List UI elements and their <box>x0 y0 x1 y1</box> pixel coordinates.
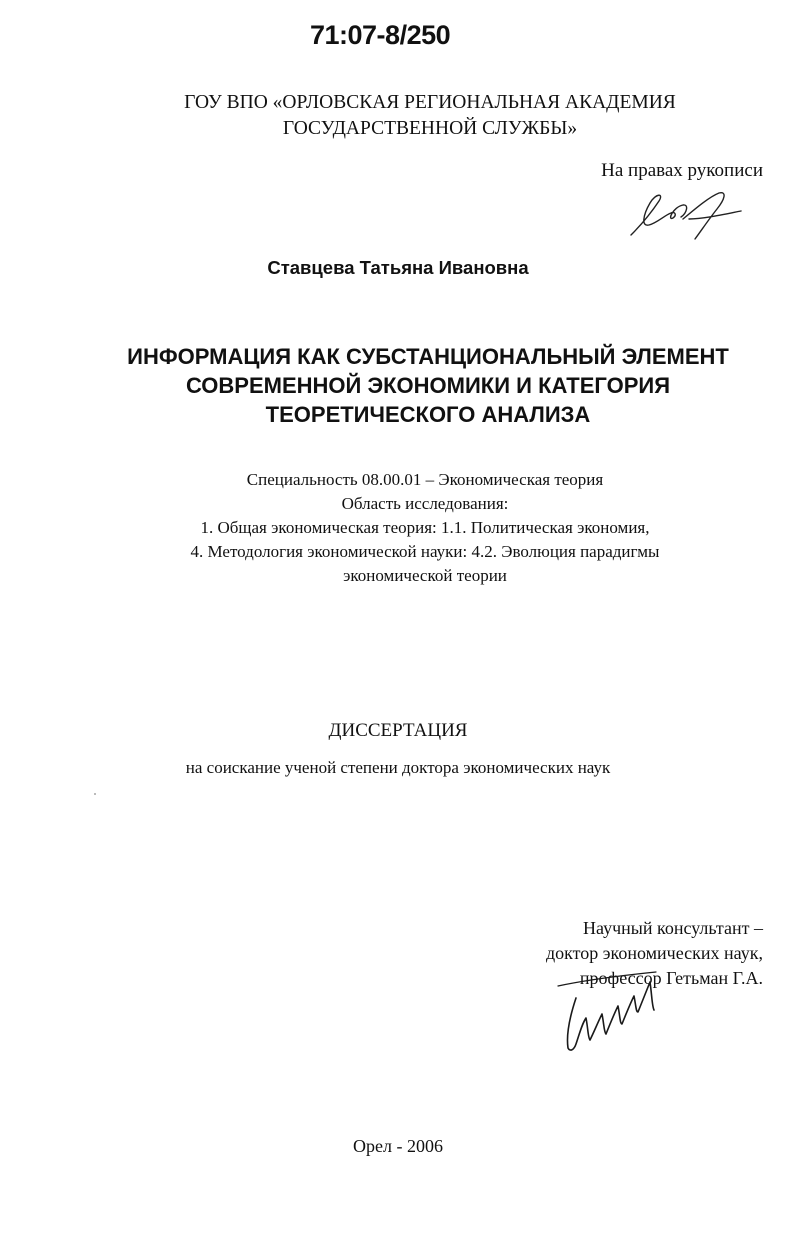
manuscript-rights-note: На правах рукописи <box>601 160 763 181</box>
place-and-year: Орел - 2006 <box>353 1136 443 1156</box>
research-area-item-2: 4. Методология экономической науки: 4.2. Эволюция парадигмы <box>190 542 660 561</box>
specialty-block <box>100 468 750 588</box>
organization-line-1: ГОУ ВПО «ОРЛОВСКАЯ РЕГИОНАЛЬНАЯ АКАДЕМИЯ <box>184 92 676 113</box>
author-signature <box>625 185 745 243</box>
author-name: Ставцева Татьяна Ивановна <box>267 257 529 278</box>
specialty-line: Специальность 08.00.01 – Экономическая теория <box>246 470 604 489</box>
organization-line-2: ГОСУДАРСТВЕННОЙ СЛУЖБЫ» <box>282 118 578 139</box>
document-code: 71:07-8/250 <box>310 20 451 50</box>
document-type: ДИССЕРТАЦИЯ <box>328 720 468 741</box>
degree-statement: на соискание ученой степени доктора экономических наук <box>185 758 611 777</box>
research-area-item-2-cont: экономической теории <box>343 566 507 585</box>
scan-speck <box>94 793 96 795</box>
research-area-label: Область исследования: <box>341 494 509 513</box>
title-line-3: ТЕОРЕТИЧЕСКОГО АНАЛИЗА <box>265 402 591 427</box>
dissertation-title <box>110 342 746 429</box>
consultant-line-2: доктор экономических наук, <box>546 943 763 963</box>
consultant-line-1: Научный консультант – <box>583 918 763 938</box>
title-line-2: СОВРЕМЕННОЙ ЭКОНОМИКИ И КАТЕГОРИЯ <box>185 373 671 398</box>
research-area-item-1: 1. Общая экономическая теория: 1.1. Политическая экономия, <box>200 518 650 537</box>
title-line-1: ИНФОРМАЦИЯ КАК СУБСТАНЦИОНАЛЬНЫЙ ЭЛЕМЕНТ <box>127 344 729 369</box>
organization-name <box>170 90 690 142</box>
consultant-line-3: профессор Гетьман Г.А. <box>579 968 763 988</box>
consultant-signature <box>556 968 664 1054</box>
